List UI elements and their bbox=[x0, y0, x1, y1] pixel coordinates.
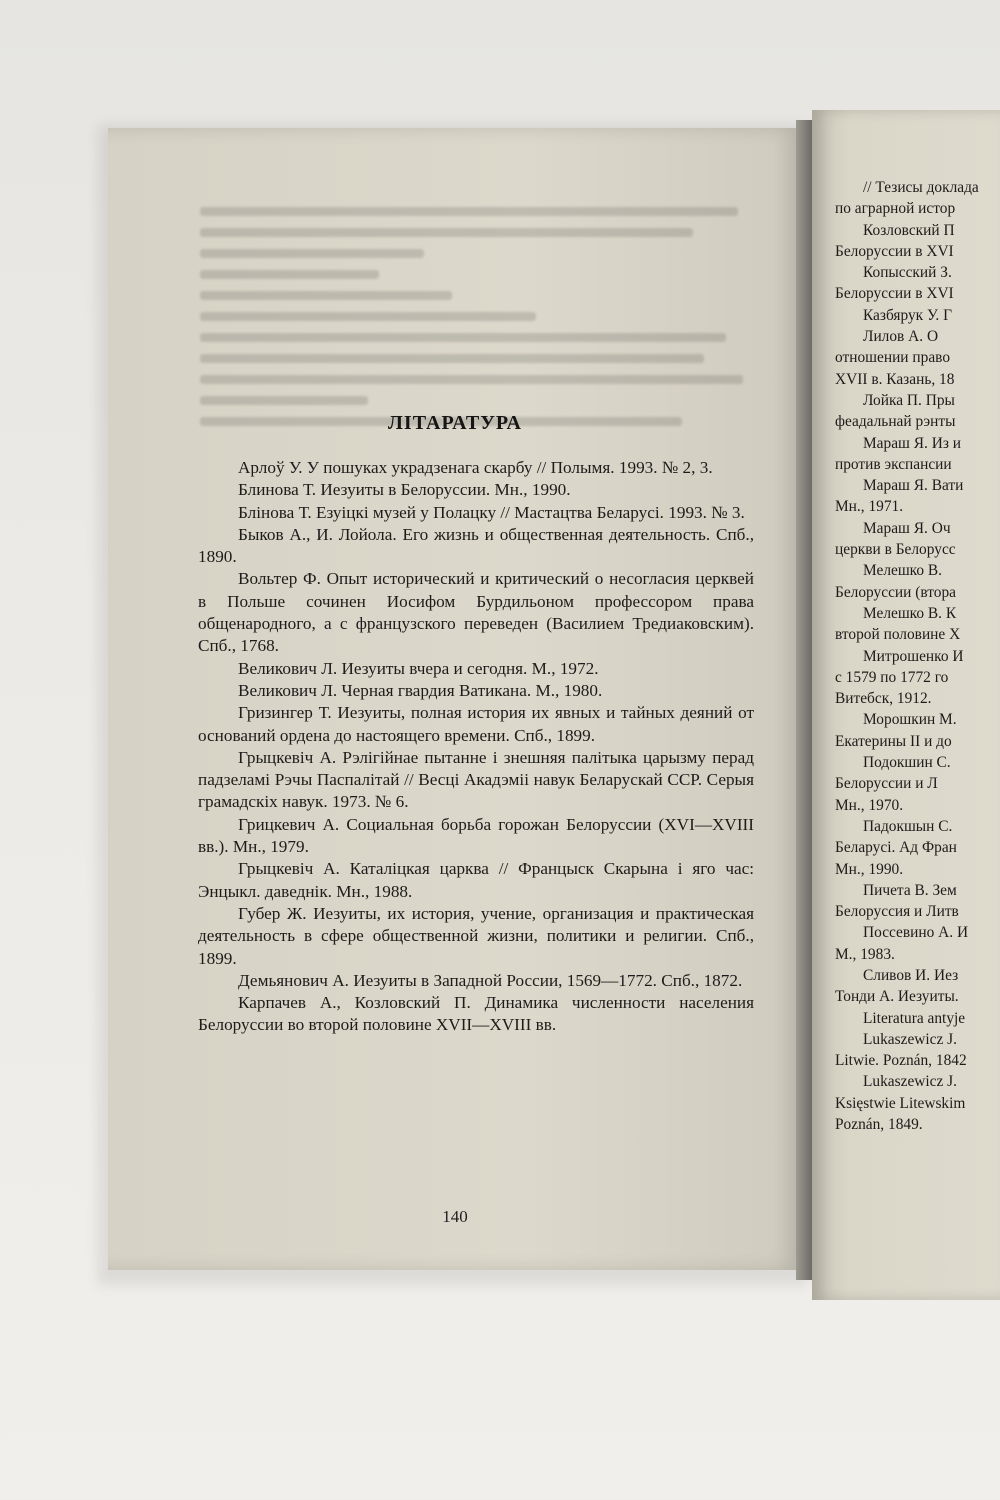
right-page-line: Мараш Я. Оч bbox=[863, 519, 951, 537]
right-page-line: Белоруссии и Л bbox=[835, 775, 938, 793]
bibliography-entry: Грыцкевіч А. Каталіцкая царква // Францыск Скарына і яго час: Энцыкл. даведнік. Мн., 1988. bbox=[198, 859, 754, 901]
right-page-line: Мн., 1971. bbox=[835, 498, 904, 516]
right-page-line: Мелешко В. К bbox=[863, 604, 957, 622]
right-page-line: отношении право bbox=[835, 349, 951, 367]
right-page-line: Белоруссии в XVI bbox=[835, 285, 954, 303]
right-page-line: феадальнай рэнты bbox=[835, 413, 956, 431]
right-page-line: против экспансии bbox=[835, 455, 952, 473]
bibliography-entry: Великович Л. Черная гвардия Ватикана. М., 1980. bbox=[238, 680, 603, 700]
right-page-line: Подокшин С. bbox=[863, 754, 951, 772]
bibliography-entry: Блинова Т. Иезуиты в Белоруссии. Мн., 1990. bbox=[238, 480, 571, 500]
bibliography-entry: Карпачев А., Козловский П. Динамика численности населения Белоруссии во второй половине XVII—XVIII вв. bbox=[198, 993, 754, 1035]
right-page-line: Мелешко В. bbox=[863, 562, 943, 580]
right-page-line: Беларусі. Ад Фран bbox=[835, 839, 957, 857]
bibliography-entry: Быков А., И. Лойола. Его жизнь и общественная деятельность. Спб., 1890. bbox=[198, 524, 754, 567]
right-page-line: Падокшын С. bbox=[863, 817, 953, 835]
right-page-line: Екатерины II и до bbox=[835, 732, 952, 750]
right-page-line: Козловский П bbox=[863, 221, 955, 239]
bibliography-heading: ЛІТАРАТУРА bbox=[388, 412, 522, 434]
right-page-line: Казбярук У. Г bbox=[863, 306, 952, 324]
right-page-line: XVII в. Казань, 18 bbox=[835, 370, 955, 388]
right-page-line: Księstwie Litewskim bbox=[835, 1094, 966, 1112]
right-page-line: церкви в Белорусс bbox=[835, 541, 956, 559]
right-page-line: Мн., 1990. bbox=[835, 860, 904, 878]
bibliography-entry: Губер Ж. Иезуиты, их история, учение, организация и практическая деятельность в сфере общественной жизни, политики и религии. Спб., 1899. bbox=[198, 903, 754, 968]
right-page-line: Белоруссии в XVI bbox=[835, 242, 954, 260]
bibliography-entry: Арлоў У. У пошуках украдзенага скарбу // Полымя. 1993. № 2, 3. bbox=[238, 458, 713, 477]
right-page-line: Poznán, 1849. bbox=[835, 1116, 923, 1134]
right-page-line: Lukaszewicz J. bbox=[863, 1073, 958, 1091]
right-page-line: Сливов И. Иез bbox=[863, 966, 959, 984]
right-page-line: Мн., 1970. bbox=[835, 796, 904, 814]
bibliography-entry: Великович Л. Иезуиты вчера и сегодня. М., 1972. bbox=[238, 658, 599, 678]
right-page-line: Митрошенко И bbox=[863, 647, 964, 665]
page-number: 140 bbox=[442, 1207, 468, 1226]
right-page-line: Лилов А. О bbox=[863, 328, 939, 346]
right-page-line: Лойка П. Пры bbox=[863, 391, 955, 409]
bibliography-list bbox=[198, 457, 754, 1037]
right-page-line: Litwie. Poznán, 1842 bbox=[835, 1052, 967, 1070]
right-page-line: Морошкин М. bbox=[863, 711, 957, 729]
right-page-line: второй половине Х bbox=[835, 626, 961, 644]
right-page-text bbox=[835, 177, 1000, 1135]
bibliography-entry: Вольтер Ф. Опыт исторический и критический о несогласия церквей в Польше сочинен Иосифом Бурдильоном профессором права общенародного, а с французского переведен (Василием Тредиаковским). Спб., 1768. bbox=[198, 569, 754, 656]
right-page-line: Копысский З. bbox=[863, 264, 952, 282]
right-page-line: Белоруссия и Литв bbox=[835, 903, 959, 921]
bibliography-entry: Грыцкевіч А. Рэлігійнае пытанне і знешняя палітыка царызму перад падзеламі Рэчы Паспалітай // Весці Акадэміі навук Беларускай ССР. Серыя грамадскіх навук. 1973. № 6. bbox=[198, 747, 754, 812]
bibliography-entry: Блінова Т. Езуіцкі музей у Полацку // Мастацтва Беларусі. 1993. № 3. bbox=[238, 502, 745, 522]
right-page-line: по аграрной истор bbox=[835, 200, 956, 218]
right-page-line: Пичета В. Зем bbox=[863, 881, 957, 899]
right-page-line: Белоруссии (втора bbox=[835, 583, 956, 601]
bibliography-entry: Демьянович А. Иезуиты в Западной России, 1569—1772. Спб., 1872. bbox=[238, 970, 743, 990]
right-page-line: // Тезисы доклада bbox=[863, 179, 979, 196]
right-page-line: Поссевино А. И bbox=[863, 924, 969, 942]
right-page-line: с 1579 по 1772 го bbox=[835, 668, 949, 686]
right-page-line: Тонди А. Иезуиты. bbox=[835, 988, 959, 1006]
bibliography-entry: Гризингер Т. Иезуиты, полная история их явных и тайных деяний от оснований ордена до настоящего времени. Спб., 1899. bbox=[198, 703, 754, 745]
right-page-line: Мараш Я. Вати bbox=[863, 477, 964, 495]
bibliography-entry: Грицкевич А. Социальная борьба горожан Белоруссии (XVI—XVIII вв.). Мн., 1979. bbox=[198, 814, 754, 857]
right-page-line: Lukaszewicz J. bbox=[863, 1030, 958, 1048]
right-page-line: М., 1983. bbox=[835, 945, 895, 963]
right-page-line: Мараш Я. Из и bbox=[863, 434, 961, 452]
right-page-line: Витебск, 1912. bbox=[835, 690, 932, 708]
right-page-line: Literatura antyje bbox=[863, 1009, 966, 1027]
